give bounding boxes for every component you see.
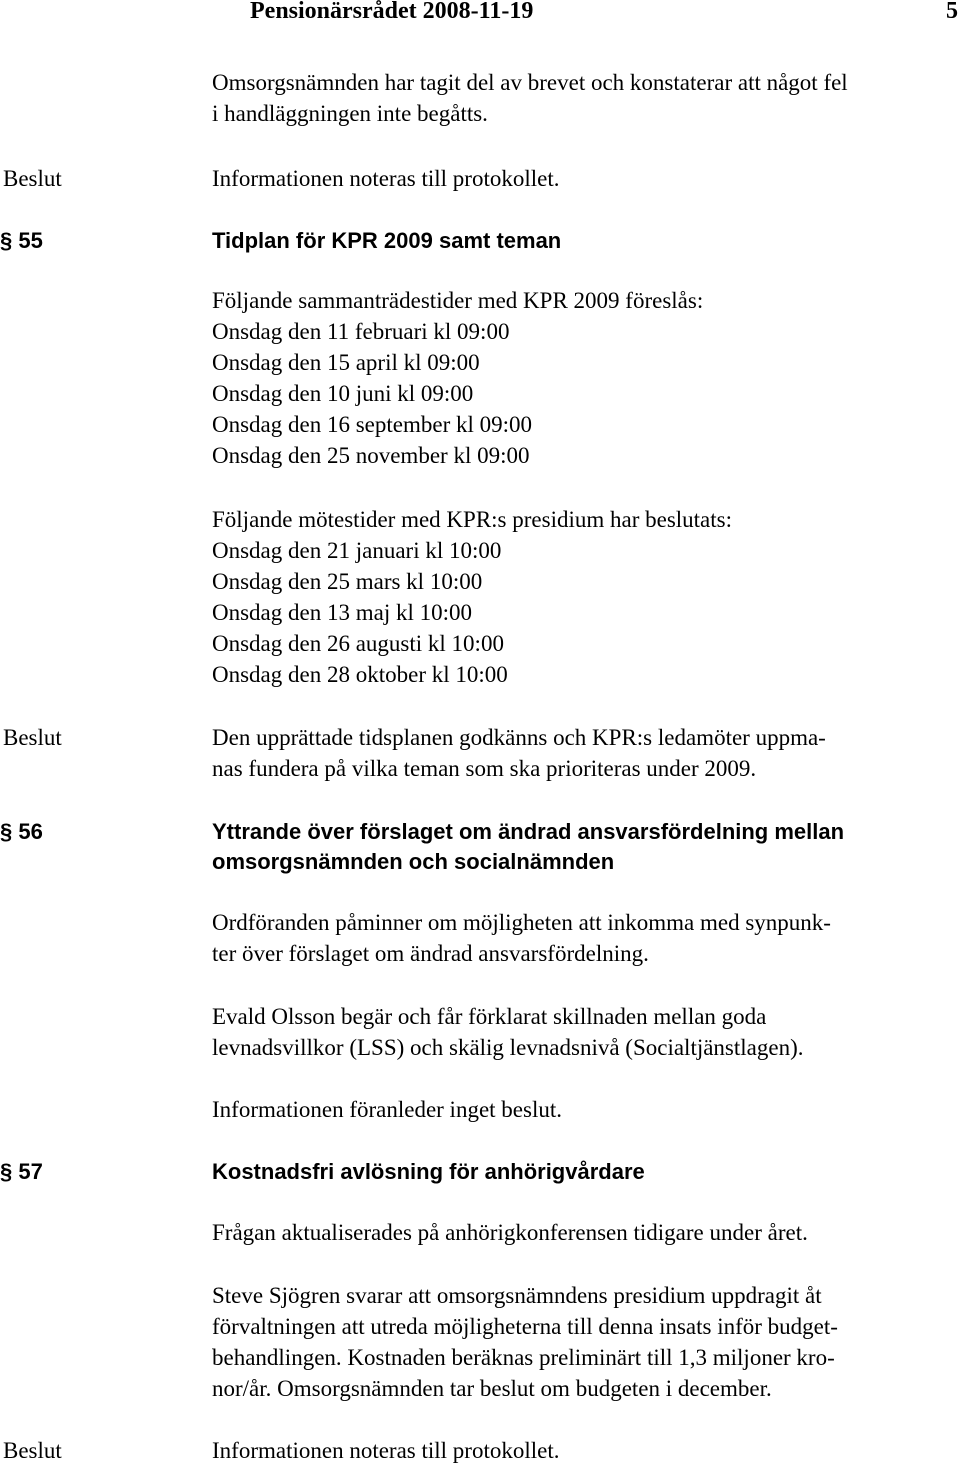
section-number-57: § 57	[0, 1159, 43, 1184]
section-title-56: Yttrande över förslaget om ändrad ansvarsfördelning mellan	[212, 819, 845, 844]
section-title-57: Kostnadsfri avlösning för anhörigvårdare	[212, 1159, 645, 1184]
meeting-date: Onsdag den 10 juni kl 09:00	[212, 381, 474, 406]
section-number-56: § 56	[0, 819, 43, 844]
intro-line: i handläggningen inte begåtts.	[212, 101, 488, 126]
paragraph-line: Steve Sjögren svarar att omsorgsnämndens presidium uppdragit åt	[212, 1283, 822, 1308]
section-number-55: § 55	[0, 228, 43, 253]
presidium-date: Onsdag den 25 mars kl 10:00	[212, 569, 483, 594]
section-title-55: Tidplan för KPR 2009 samt teman	[212, 228, 562, 253]
paragraph-line: Ordföranden påminner om möjligheten att inkomma med synpunk-	[212, 910, 831, 935]
meeting-date: Onsdag den 11 februari kl 09:00	[212, 319, 510, 344]
paragraph-line: förvaltningen att utreda möjligheterna till denna insats inför budget-	[212, 1314, 838, 1339]
section-title-56: omsorgsnämnden och socialnämnden	[212, 849, 615, 874]
paragraph-line: ter över förslaget om ändrad ansvarsfördelning.	[212, 941, 649, 966]
page-header-title: Pensionärsrådet 2008-11-19	[250, 0, 534, 24]
decision-text: Informationen noteras till protokollet.	[212, 1438, 560, 1463]
presidium-date: Onsdag den 28 oktober kl 10:00	[212, 662, 508, 687]
decision-text: nas fundera på vilka teman som ska prioriteras under 2009.	[212, 756, 757, 781]
decision-label: Beslut	[3, 725, 62, 750]
meeting-date: Onsdag den 25 november kl 09:00	[212, 443, 530, 468]
meeting-date: Onsdag den 16 september kl 09:00	[212, 412, 533, 437]
decision-label: Beslut	[3, 1438, 62, 1463]
paragraph-line: levnadsvillkor (LSS) och skälig levnadsnivå (Socialtjänstlagen).	[212, 1035, 804, 1060]
meetings-intro: Följande sammanträdestider med KPR 2009 föreslås:	[212, 288, 704, 313]
paragraph-line: Evald Olsson begär och får förklarat skillnaden mellan goda	[212, 1004, 767, 1029]
paragraph-line: nor/år. Omsorgsnämnden tar beslut om budgeten i december.	[212, 1376, 772, 1401]
paragraph-line: Informationen föranleder inget beslut.	[212, 1097, 562, 1122]
presidium-date: Onsdag den 26 augusti kl 10:00	[212, 631, 504, 656]
decision-text: Den upprättade tidsplanen godkänns och KPR:s ledamöter uppma-	[212, 725, 826, 750]
presidium-intro: Följande mötestider med KPR:s presidium har beslutats:	[212, 507, 732, 532]
paragraph-line: behandlingen. Kostnaden beräknas preliminärt till 1,3 miljoner kro-	[212, 1345, 835, 1370]
presidium-date: Onsdag den 13 maj kl 10:00	[212, 600, 472, 625]
meeting-date: Onsdag den 15 april kl 09:00	[212, 350, 480, 375]
decision-text: Informationen noteras till protokollet.	[212, 166, 560, 191]
decision-label: Beslut	[3, 166, 62, 191]
presidium-date: Onsdag den 21 januari kl 10:00	[212, 538, 502, 563]
intro-line: Omsorgsnämnden har tagit del av brevet och konstaterar att något fel	[212, 70, 848, 95]
paragraph-line: Frågan aktualiserades på anhörigkonferensen tidigare under året.	[212, 1220, 808, 1245]
page-number: 5	[946, 0, 958, 24]
